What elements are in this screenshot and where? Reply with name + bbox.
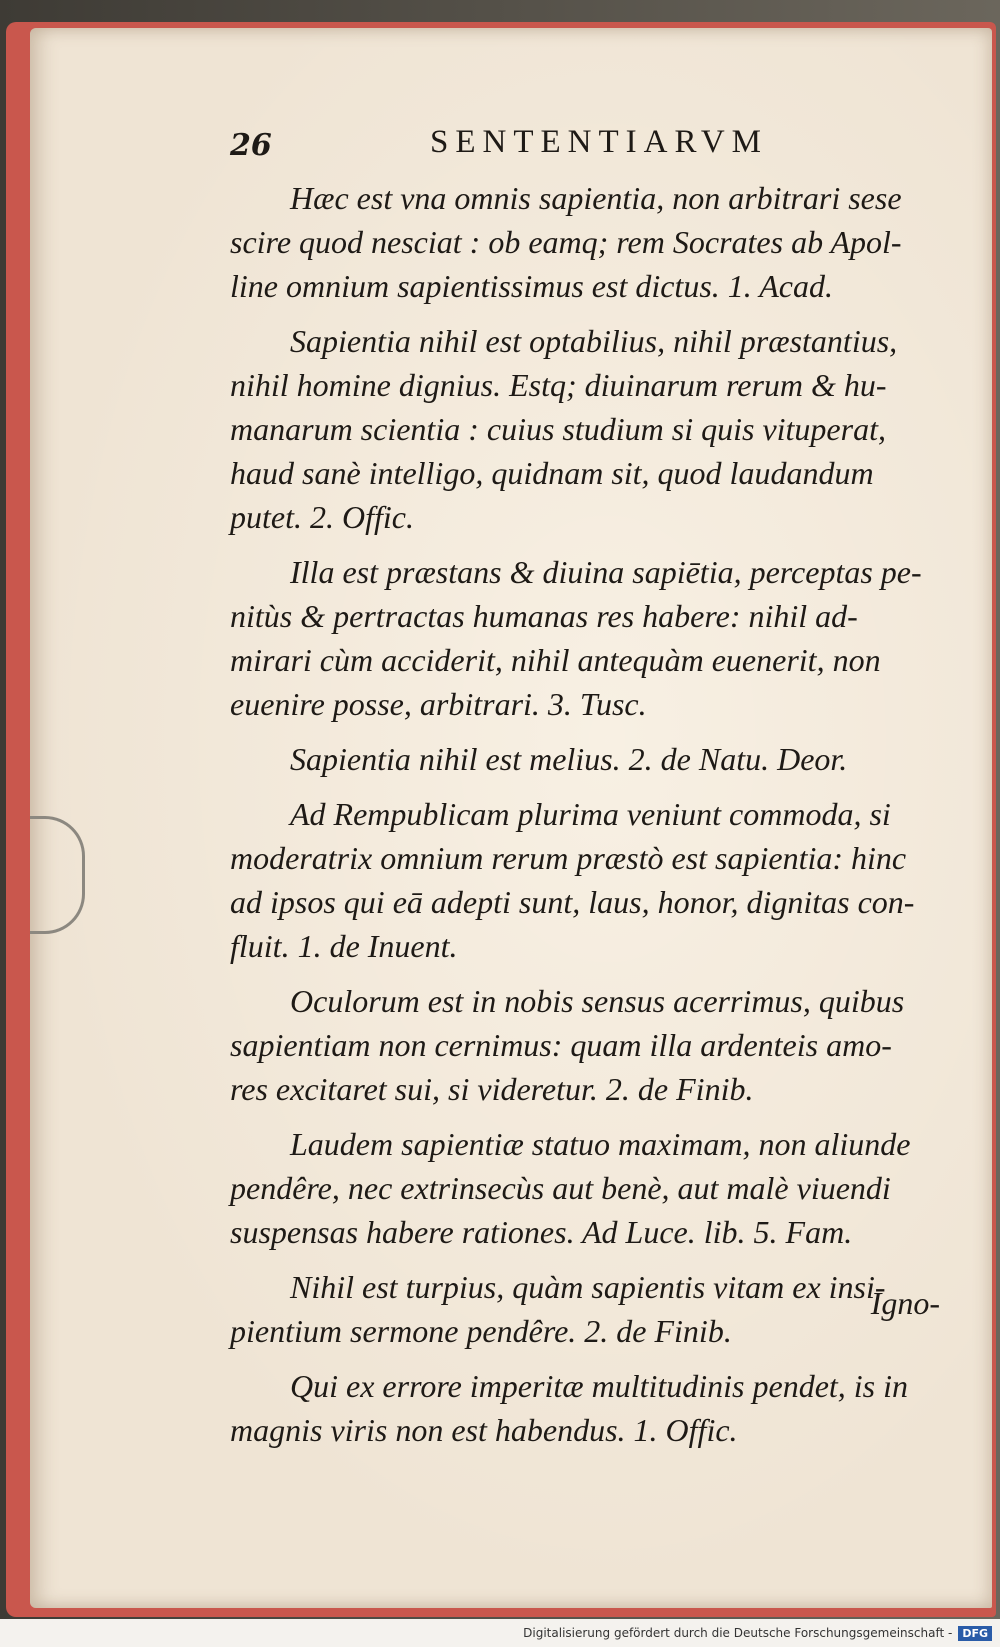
text-line: sapientiam non cernimus: quam illa ardenteis amo- <box>230 1027 892 1063</box>
dfg-logo: DFG <box>958 1626 992 1641</box>
text-line: Hæc est vna omnis sapientia, non arbitrari sese <box>290 180 902 216</box>
text-line: haud sanè intelligo, quidnam sit, quod laudandum <box>230 455 874 491</box>
text-line: Oculorum est in nobis sensus acerrimus, quibus <box>290 983 905 1019</box>
text-line: Illa est præstans & diuina sapiētia, perceptas pe- <box>290 554 922 590</box>
page-header <box>230 120 990 176</box>
digitization-footer <box>0 1619 1000 1647</box>
catchword: Igno- <box>870 1285 940 1321</box>
running-title: SENTENTIARVM <box>430 124 769 160</box>
entries <box>230 176 990 1452</box>
text-line: Laudem sapientiæ statuo maximam, non aliunde <box>290 1126 911 1162</box>
entry-4 <box>230 737 990 781</box>
page-number: 26 <box>230 128 272 163</box>
entry-5 <box>230 792 990 968</box>
entry-7 <box>230 1122 990 1254</box>
text-line: Sapientia nihil est optabilius, nihil præstantius, <box>290 323 898 359</box>
footer-credit: Digitalisierung gefördert durch die Deutsche Forschungsgemeinschaft - <box>523 1626 953 1640</box>
text-line: nihil homine dignius. Estq; diuinarum rerum & hu- <box>230 367 887 403</box>
text-line: pendêre, nec extrinsecùs aut benè, aut malè viuendi <box>230 1170 891 1206</box>
text-line: Ad Rempublicam plurima veniunt commoda, si <box>290 796 891 832</box>
text-line: Qui ex errore imperitæ multitudinis pendet, is in <box>290 1368 909 1404</box>
text-line: Sapientia nihil est melius. 2. de Natu. Deor. <box>290 741 848 777</box>
book-page <box>30 28 992 1608</box>
text-line: euenire posse, arbitrari. 3. Tusc. <box>230 686 647 722</box>
text-line: fluit. 1. de Inuent. <box>230 928 458 964</box>
text-line: scire quod nesciat : ob eamq; rem Socrates ab Apol- <box>230 224 902 260</box>
entry-1 <box>230 176 990 308</box>
text-line: suspensas habere rationes. Ad Luce. lib. 5. Fam. <box>230 1214 853 1250</box>
text-line: nitùs & pertractas humanas res habere: nihil ad- <box>230 598 858 634</box>
text-line: magnis viris non est habendus. 1. Offic. <box>230 1412 738 1448</box>
text-line: line omnium sapientissimus est dictus. 1. Acad. <box>230 268 833 304</box>
entry-3 <box>230 550 990 726</box>
text-line: moderatrix omnium rerum præstò est sapientia: hinc <box>230 840 907 876</box>
entry-2 <box>230 319 990 539</box>
text-line: pientium sermone pendêre. 2. de Finib. <box>230 1313 732 1349</box>
text-line: Nihil est turpius, quàm sapientis vitam ex insi- <box>290 1269 886 1305</box>
text-line: ad ipsos qui eā adepti sunt, laus, honor, dignitas con- <box>230 884 915 920</box>
text-line: manarum scientia : cuius studium si quis vituperat, <box>230 411 886 447</box>
entry-6 <box>230 979 990 1111</box>
entry-9 <box>230 1364 990 1452</box>
text-line: putet. 2. Offic. <box>230 499 414 535</box>
text-block <box>230 120 990 1463</box>
text-line: mirari cùm acciderit, nihil antequàm euenerit, non <box>230 642 881 678</box>
page-clip <box>30 816 85 934</box>
text-line: res excitaret sui, si videretur. 2. de Finib. <box>230 1071 754 1107</box>
